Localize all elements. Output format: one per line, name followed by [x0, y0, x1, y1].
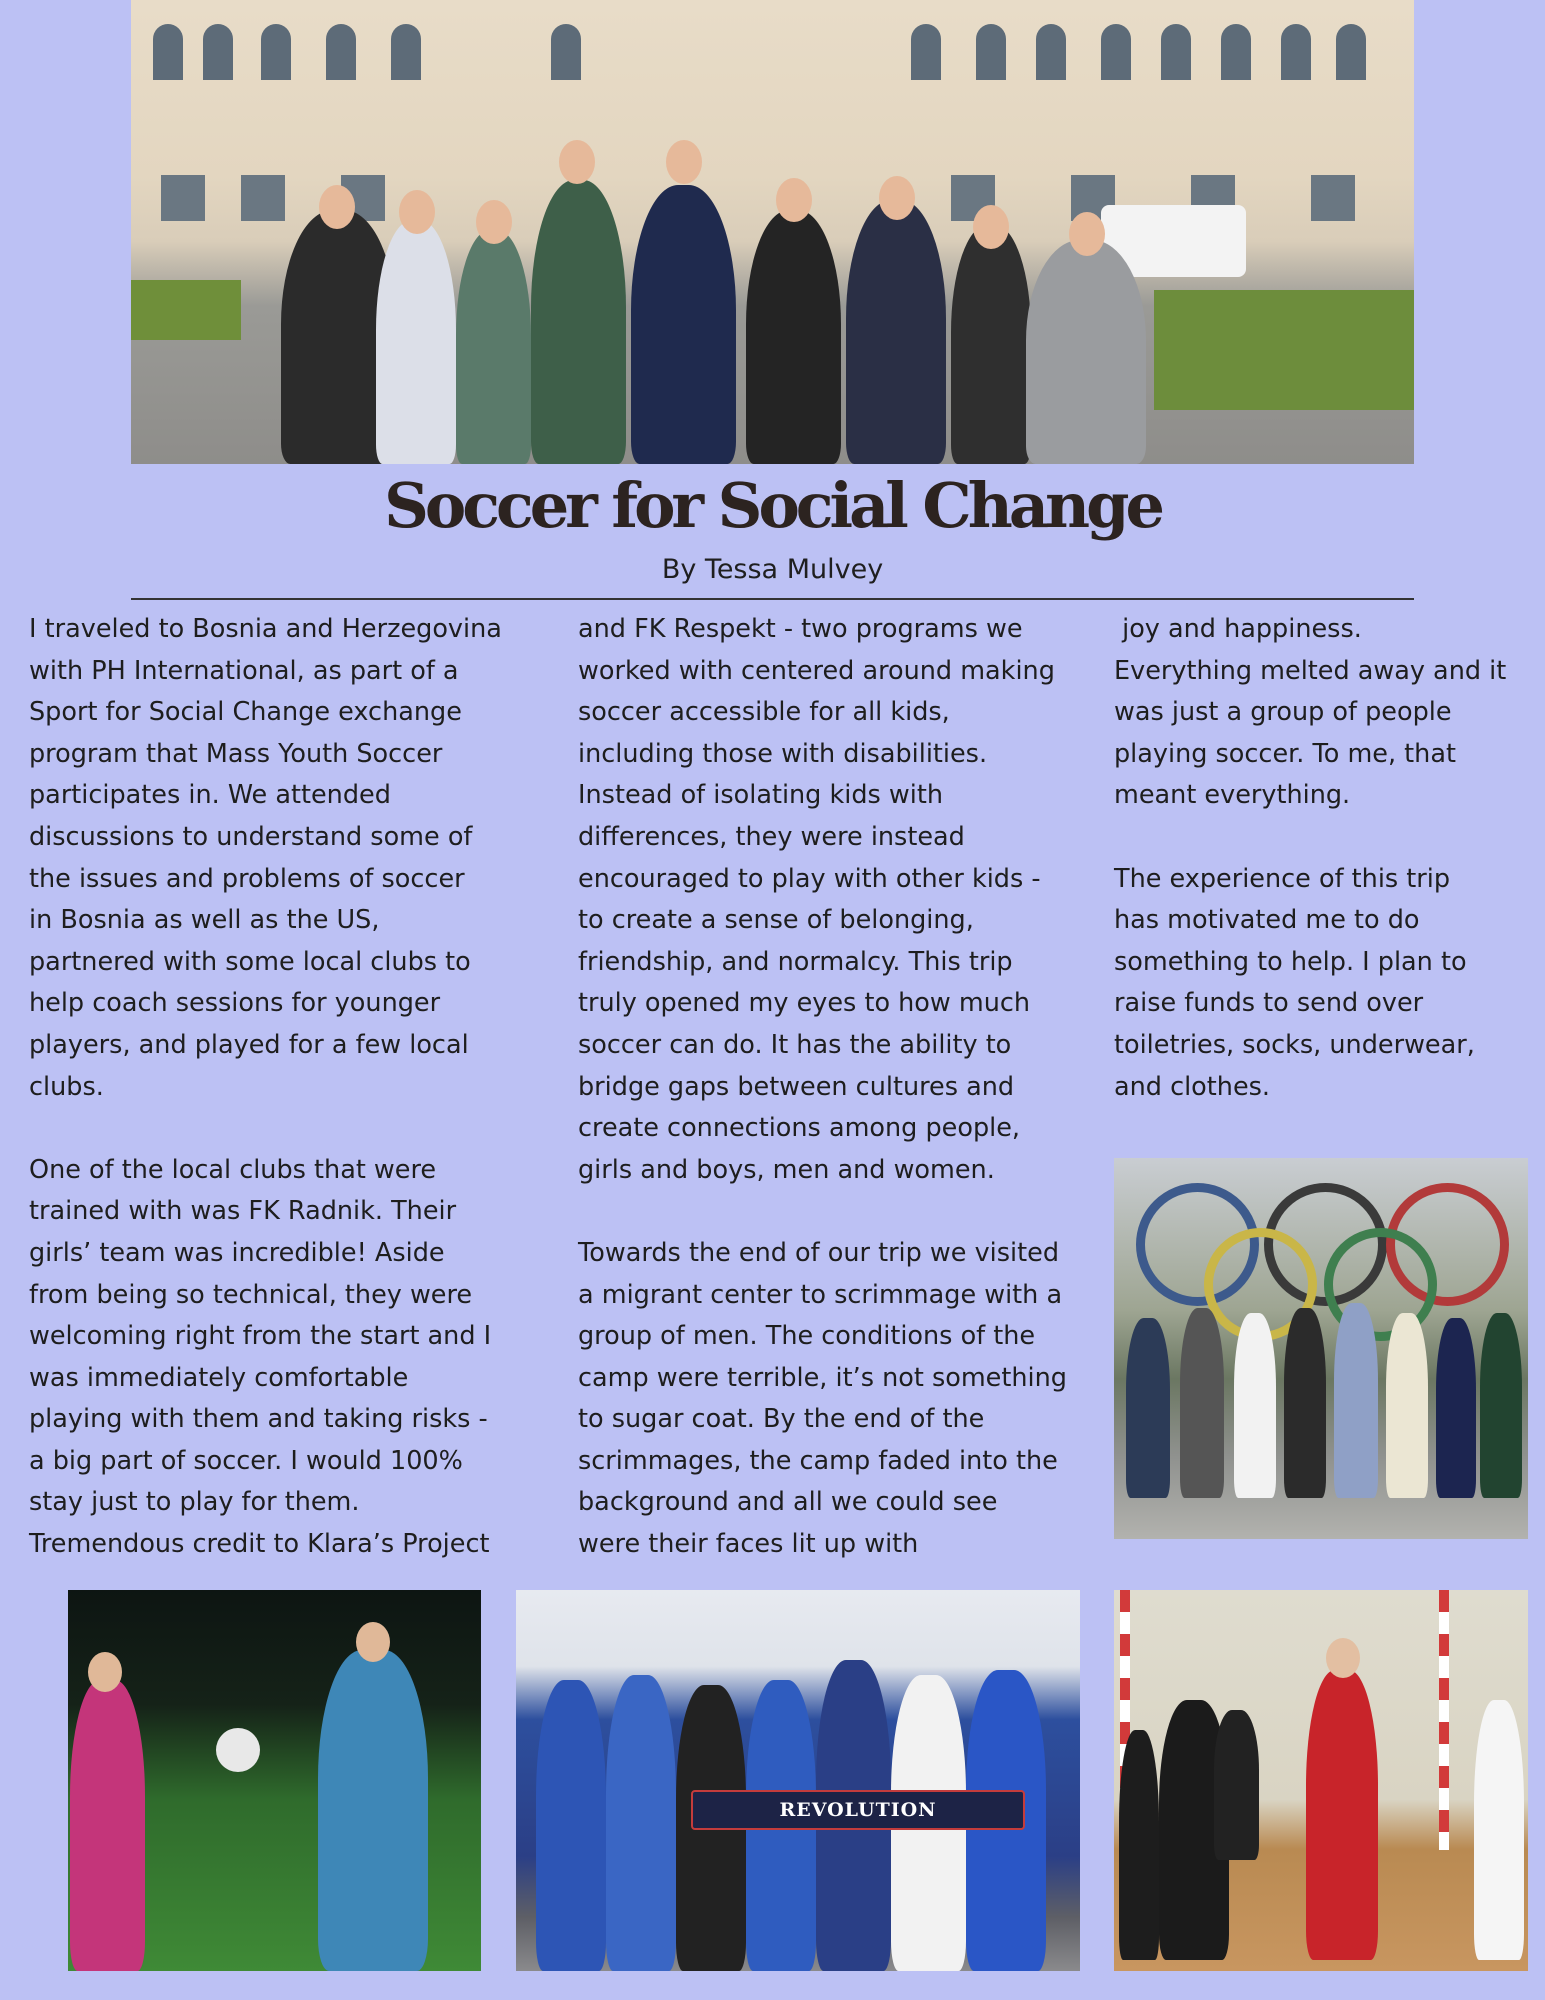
article-column-2: and FK Respekt - two programs we worked with centered around making soccer accessible for all kids, including those with disabilities. Instead of isolating kids with differences, they were instead encouraged to play with other kids - to create a sense of belonging, friendship, and normalcy. This trip truly opened my eyes to how much soccer can do. It has the ability to bridge gaps between cultures and create connections among people, girls and boys, men and women. Towards the end of our trip we visited a migrant center to scrimmage with a group of men. The conditions of the camp were terrible, it’s not something to sugar coat. By the end of the scrimmages, the camp faded into the background and all we could see were their faces lit up with [578, 614, 1067, 1560]
article-column-1: I traveled to Bosnia and Herzegovina with PH International, as part of a Sport for Social Change exchange program that Mass Youth Soccer participates in. We attended discussions to understand some of the issues and problems of soccer in Bosnia as well as the US, partnered with some local clubs to help coach sessions for younger players, and played for a few local clubs. One of the local clubs that were trained with was FK Radnik. Their girls’ team was incredible! Aside from being so technical, they were welcoming right from the start and I was immediately comfortable playing with them and taking risks - a big part of soccer. I would 100% stay just to play for them. Tremendous credit to Klara’s Project [29, 614, 502, 1560]
article-byline: By Tessa Mulvey [661, 554, 884, 585]
article-column-3: joy and happiness. Everything melted away and it was just a group of people playing soccer. To me, that meant everything. The experience of this trip has motivated me to do something to help. I plan to raise funds to send over toiletries, socks, underwear, and clothes. [1114, 614, 1507, 1102]
team-locker-room-photo [516, 1590, 1080, 1971]
title-divider [131, 598, 1414, 600]
revolution-scarf-banner: REVOLUTION [691, 1790, 1025, 1830]
article-title: Soccer for Social Change [384, 469, 1161, 542]
olympic-rings-photo [1114, 1158, 1528, 1539]
night-training-photo [68, 1590, 481, 1971]
indoor-kids-training-photo [1114, 1590, 1528, 1971]
group-photo-hero [131, 0, 1414, 464]
